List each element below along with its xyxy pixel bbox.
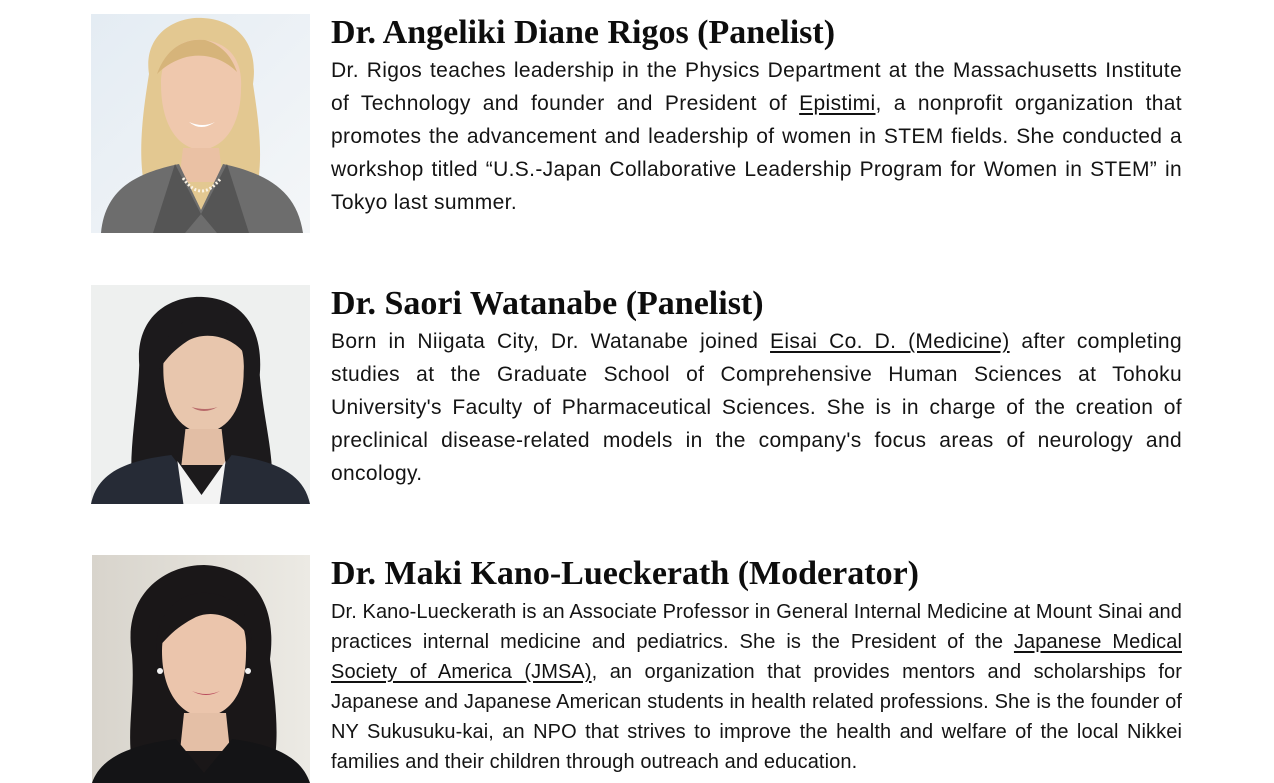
moderator-details [331,555,1182,777]
panelist-name: Dr. Angeliki Diane Rigos (Panelist) [331,14,836,51]
moderator-photo [92,555,310,783]
panelist-photo [91,285,310,504]
bio-text: Dr. Rigos teaches leadership in the Physics Department at the Massachusetts Institute of Technology and founder and President of [331,59,1182,115]
panelist-bio [331,54,1182,219]
epistimi-link[interactable]: Epistimi [799,92,876,115]
bio-text: , an organization that provides mentors and scholarships for Japanese and Japanese American students in health related professions. She is the founder of NY Sukusuku-kai, an NPO that strives to improve the health and welfare of the local Nikkei families and their children through outreach and education. [331,661,1182,773]
bio-text: Dr. Kano-Lueckerath is an Associate Professor in General Internal Medicine at Mount Sinai and practices internal medicine and pediatrics. She is the President of the [331,601,1182,653]
panelist-photo [91,14,310,233]
panelist-details [331,14,1182,219]
moderator-name: Dr. Maki Kano-Lueckerath (Moderator) [331,555,919,592]
eisai-link[interactable]: Eisai Co. D. (Medicine) [770,330,1010,353]
panelist-bio [331,325,1182,490]
jmsa-link[interactable]: Japanese Medical Society of America (JMSA) [331,631,1182,683]
panelist-name: Dr. Saori Watanabe (Panelist) [331,285,764,322]
bio-text: after completing studies at the Graduate School of Comprehensive Human Sciences at Tohoku University's Faculty of Pharmaceutical Sciences. She is in charge of the creation of preclinical disease-related models in the company's focus areas of neurology and oncology. [331,330,1182,485]
bio-text: , a nonprofit organization that promotes the advancement and leadership of women in STEM fields. She conducted a workshop titled “U.S.-Japan Collaborative Leadership Program for Women in STEM” in Tokyo last summer. [331,92,1182,214]
moderator-bio [331,597,1182,777]
bio-text: Born in Niigata City, Dr. Watanabe joined [331,330,771,353]
panelist-details [331,285,1182,490]
